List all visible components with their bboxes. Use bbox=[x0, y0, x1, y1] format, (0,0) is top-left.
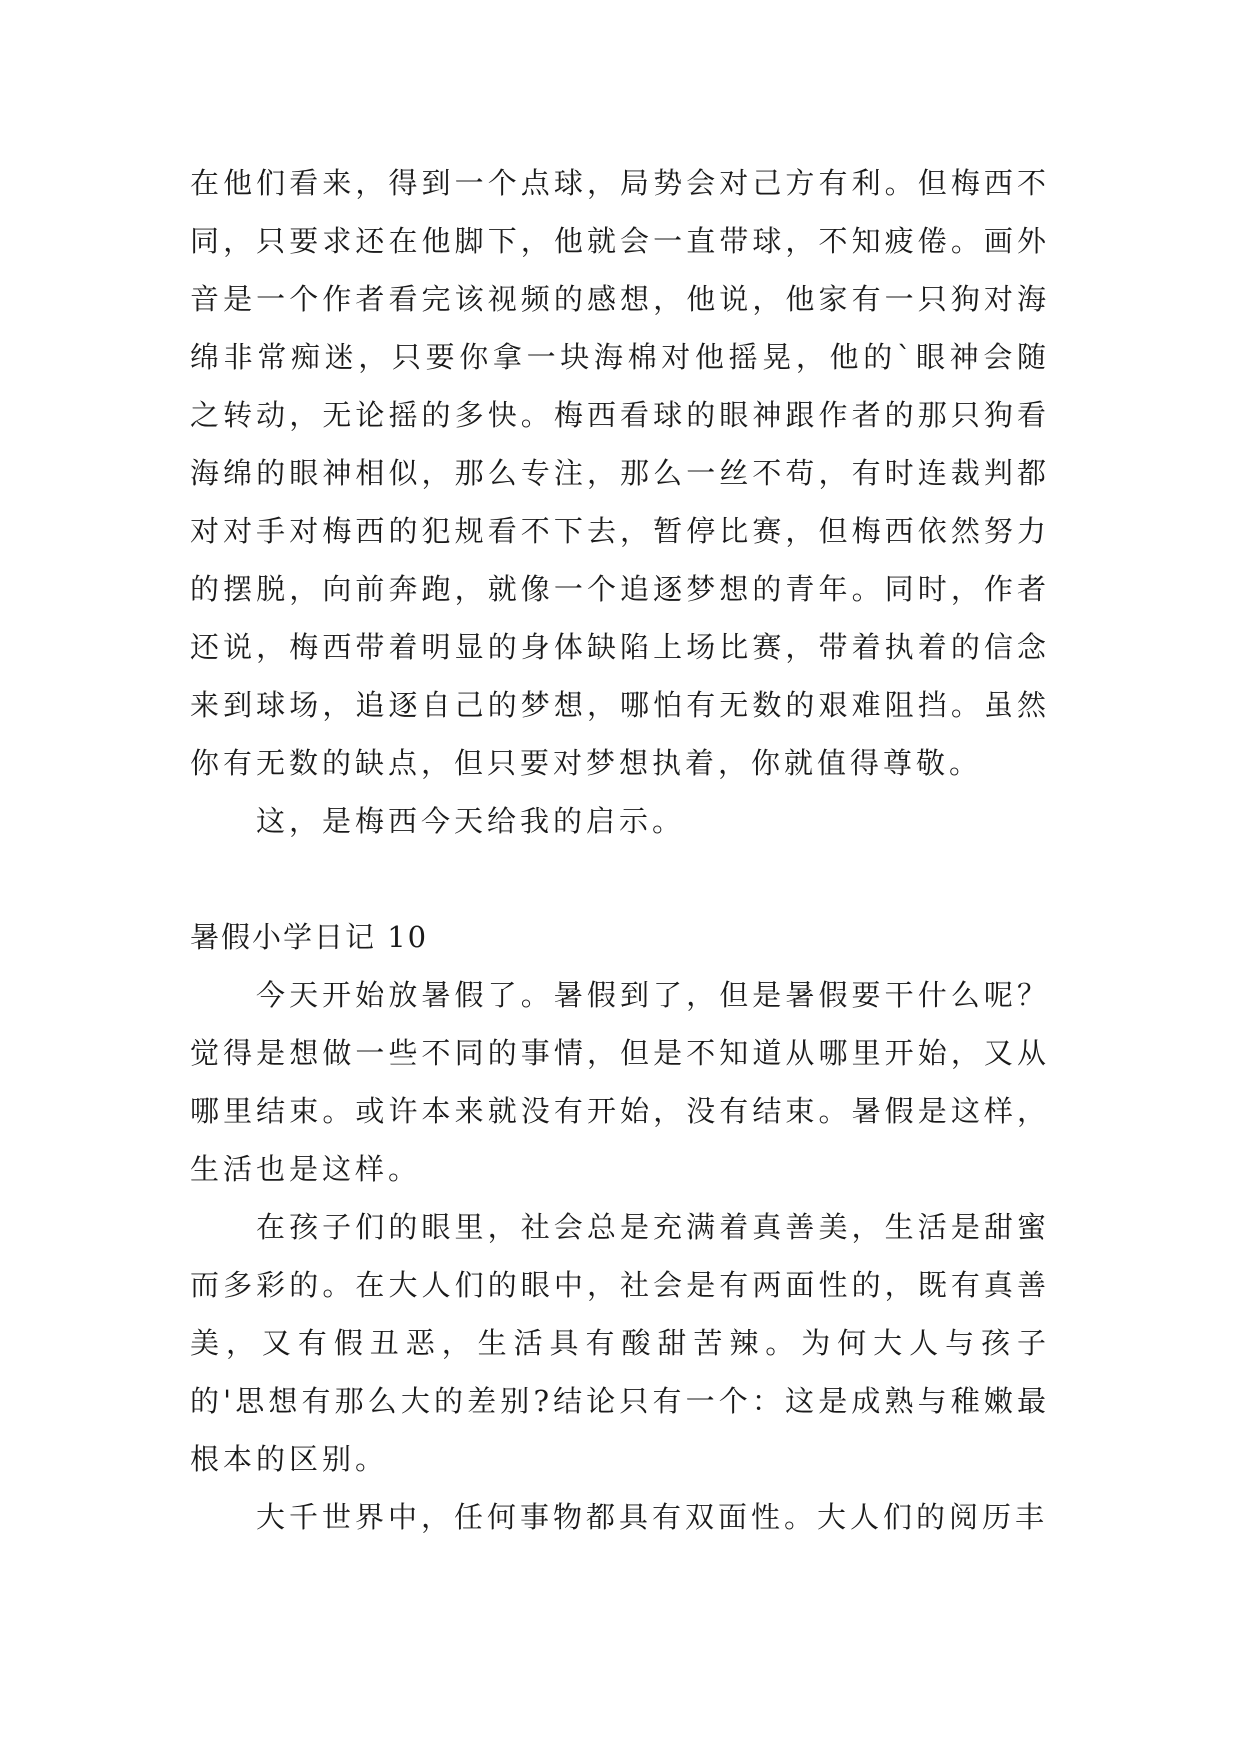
section-gap bbox=[190, 850, 1050, 908]
paragraph-messi-closing: 这，是梅西今天给我的启示。 bbox=[256, 804, 686, 838]
document-body bbox=[190, 154, 1050, 1546]
diary-paragraph-2: 在孩子们的眼里，社会总是充满着真善美，生活是甜蜜而多彩的。在大人们的眼中，社会是有两面性的，既有真善美，又有假丑恶，生活具有酸甜苦辣。为何大人与孩子的'思想有那么大的差别?结论只有一个：这是成熟与稚嫩最根本的区别。 bbox=[190, 1210, 1050, 1476]
paragraph-messi-continued: 在他们看来，得到一个点球，局势会对己方有利。但梅西不同，只要求还在他脚下，他就会一直带球，不知疲倦。画外音是一个作者看完该视频的感想，他说，他家有一只狗对海绵非常痴迷，只要你拿一块海棉对他摇晃，他的`眼神会随之转动，无论摇的多快。梅西看球的眼神跟作者的那只狗看海绵的眼神相似，那么专注，那么一丝不苟，有时连裁判都对对手对梅西的犯规看不下去，暂停比赛，但梅西依然努力的摆脱，向前奔跑，就像一个追逐梦想的青年。同时，作者还说，梅西带着明显的身体缺陷上场比赛，带着执着的信念来到球场，追逐自己的梦想，哪怕有无数的艰难阻挡。虽然你有无数的缺点，但只要对梦想执着，你就值得尊敬。 bbox=[190, 166, 1050, 780]
diary-paragraph-3: 大千世界中，任何事物都具有双面性。大人们的阅历丰 bbox=[256, 1500, 1049, 1534]
diary-paragraph-1: 今天开始放暑假了。暑假到了，但是暑假要干什么呢？觉得是想做一些不同的事情，但是不知道从哪里开始，又从哪里结束。或许本来就没有开始，没有结束。暑假是这样，生活也是这样。 bbox=[190, 978, 1050, 1186]
diary-title: 暑假小学日记 10 bbox=[190, 920, 429, 954]
